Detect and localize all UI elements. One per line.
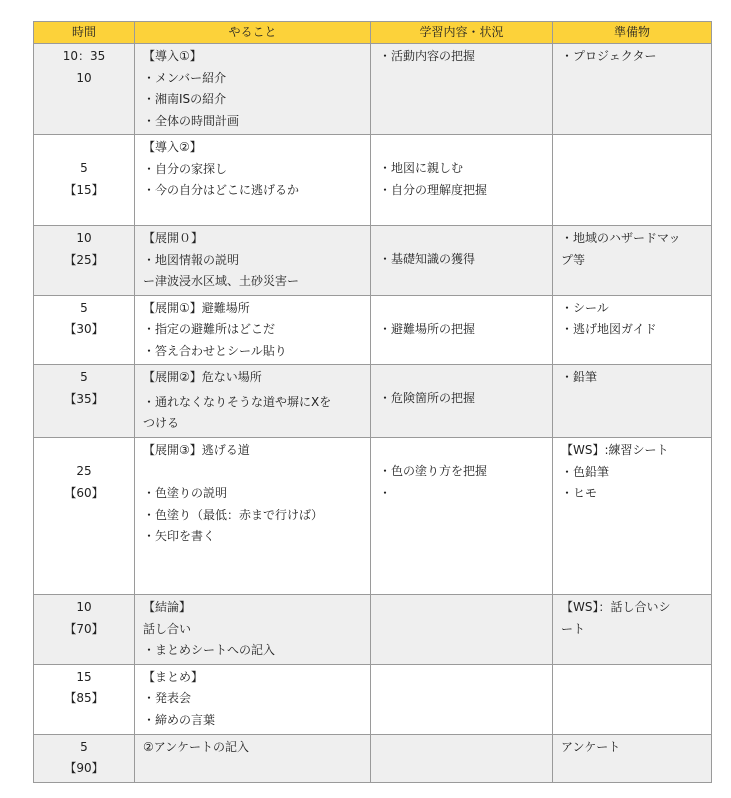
materials-line: プ等 <box>561 252 586 267</box>
todo-cell <box>135 365 371 438</box>
time-cell <box>34 135 135 226</box>
table-row <box>34 734 712 782</box>
time-cell <box>34 664 135 734</box>
header-content: 学習内容・状況 <box>371 22 553 44</box>
materials-line: ・地域のハザードマッ <box>561 231 681 245</box>
content-line: ・活動内容の把握 <box>379 49 476 63</box>
todo-cell <box>135 438 371 595</box>
time-line: 【90】 <box>64 761 104 775</box>
header-materials: 準備物 <box>553 22 712 44</box>
time-line: 10 <box>76 231 92 245</box>
content-cell <box>371 438 553 595</box>
todo-line: 【まとめ】 <box>143 669 204 684</box>
table-row <box>34 595 712 665</box>
todo-line: 【展開②】危ない場所 <box>143 370 262 384</box>
time-cell <box>34 734 135 782</box>
table-row <box>34 438 712 595</box>
todo-line: 【展開０】 <box>143 231 204 245</box>
materials-cell <box>553 135 712 226</box>
content-cell <box>371 365 553 438</box>
todo-line: ・答え合わせとシール貼り <box>143 343 287 358</box>
todo-cell <box>135 664 371 734</box>
content-cell <box>371 734 553 782</box>
todo-line: ②アンケートの記入 <box>143 739 250 754</box>
todo-line: ・通れなくなりそうな道や塀にXを <box>143 394 332 409</box>
table-row <box>34 365 712 438</box>
todo-cell <box>135 44 371 135</box>
todo-line: ・色塗りの説明 <box>143 486 228 500</box>
schedule-table <box>33 21 712 783</box>
todo-cell <box>135 595 371 665</box>
materials-line: ・ヒモ <box>561 486 598 500</box>
todo-line: ・全体の時間計画 <box>143 113 240 128</box>
time-cell <box>34 595 135 665</box>
table-row <box>34 295 712 365</box>
time-line: 【35】 <box>64 391 104 406</box>
todo-line: 【展開③】逃げる道 <box>143 443 250 457</box>
content-line: ・ <box>379 485 392 500</box>
todo-line: 話し合い <box>143 621 192 636</box>
content-cell <box>371 664 553 734</box>
content-line: ・地図に親しむ <box>379 161 464 175</box>
materials-line: ート <box>561 621 586 636</box>
time-line: 【25】 <box>64 252 104 267</box>
todo-line: 【結論】 <box>143 600 192 614</box>
todo-line: 【導入②】 <box>143 140 202 154</box>
content-line: ・基礎知識の獲得 <box>379 252 476 266</box>
todo-line: つける <box>143 416 180 430</box>
materials-cell <box>553 295 712 365</box>
todo-line: ・メンバー紹介 <box>143 70 227 85</box>
time-line: 【15】 <box>64 182 104 197</box>
materials-cell <box>553 438 712 595</box>
time-line: 5 <box>80 370 88 384</box>
materials-cell <box>553 365 712 438</box>
time-line: 5 <box>80 161 88 175</box>
table-row <box>34 664 712 734</box>
materials-line: ・シール <box>561 300 609 315</box>
todo-line: ・湘南ISの紹介 <box>143 92 227 106</box>
todo-cell <box>135 226 371 296</box>
todo-line: ・締めの言葉 <box>143 712 216 727</box>
time-line: 10 <box>76 70 92 85</box>
content-cell <box>371 595 553 665</box>
time-line: 25 <box>76 464 92 478</box>
materials-line: ・プロジェクター <box>561 49 657 63</box>
materials-line: ・色鉛筆 <box>561 464 610 479</box>
time-cell <box>34 438 135 595</box>
content-line: ・自分の理解度把握 <box>379 182 488 197</box>
materials-line: 【WS】:練習シート <box>561 443 669 457</box>
materials-line: ・鉛筆 <box>561 370 598 384</box>
materials-cell <box>553 226 712 296</box>
content-cell <box>371 295 553 365</box>
time-cell <box>34 365 135 438</box>
todo-line <box>143 462 362 484</box>
todo-line: ・指定の避難所はどこだ <box>143 322 276 336</box>
time-line: 【85】 <box>64 691 104 705</box>
time-line: 【70】 <box>64 621 104 636</box>
time-cell <box>34 226 135 296</box>
todo-cell <box>135 734 371 782</box>
time-cell <box>34 44 135 135</box>
content-line: ・危険箇所の把握 <box>379 391 476 405</box>
materials-cell <box>553 44 712 135</box>
todo-line: ・まとめシートへの記入 <box>143 643 276 657</box>
time-line: 【30】 <box>64 322 104 336</box>
content-line: ・色の塗り方を把握 <box>379 464 488 478</box>
todo-line: ・発表会 <box>143 691 192 705</box>
todo-cell <box>135 295 371 365</box>
todo-cell <box>135 135 371 226</box>
header-todo: やること <box>135 22 371 44</box>
time-line: 5 <box>80 739 88 754</box>
materials-cell <box>553 664 712 734</box>
time-line: 10 <box>76 600 92 614</box>
time-line: 10：35 <box>62 49 106 63</box>
materials-cell <box>553 595 712 665</box>
header-time: 時間 <box>34 22 135 44</box>
materials-line: 【WS】：話し合いシ <box>561 600 671 614</box>
materials-cell <box>553 734 712 782</box>
header-row <box>34 22 712 44</box>
table-row <box>34 44 712 135</box>
todo-line: ・自分の家探し <box>143 161 228 176</box>
todo-line: ・矢印を書く <box>143 529 216 543</box>
content-cell <box>371 135 553 226</box>
table-row <box>34 135 712 226</box>
content-cell <box>371 44 553 135</box>
todo-line: 【導入①】 <box>143 49 202 63</box>
todo-line: ・色塗り（最低：赤まで行けば） <box>143 507 324 522</box>
todo-line: ・地図情報の説明 <box>143 252 240 267</box>
todo-line: 【展開①】避難場所 <box>143 300 250 315</box>
time-line: 【60】 <box>64 485 104 500</box>
time-line: 15 <box>76 669 92 684</box>
table-row <box>34 226 712 296</box>
time-line: 5 <box>80 300 88 315</box>
materials-line: アンケート <box>561 739 621 754</box>
time-cell <box>34 295 135 365</box>
content-line: ・避難場所の把握 <box>379 321 476 336</box>
todo-line: ・今の自分はどこに逃げるか <box>143 183 300 197</box>
todo-line: ー津波浸水区域、土砂災害ー <box>143 274 300 288</box>
materials-line: ・逃げ地図ガイド <box>561 322 657 336</box>
content-cell <box>371 226 553 296</box>
